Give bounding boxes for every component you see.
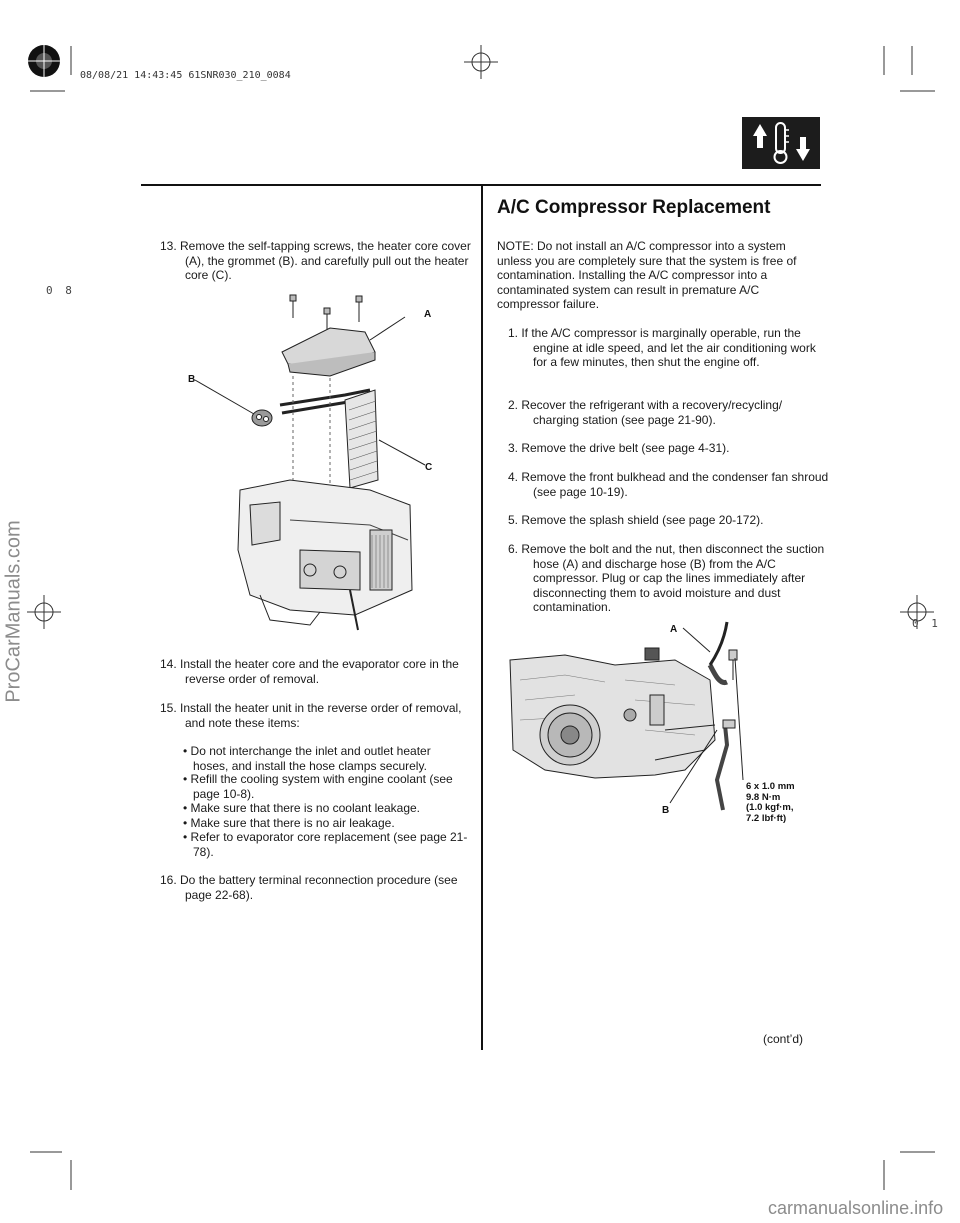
torque-kgfm: (1.0 kgf·m, xyxy=(746,802,794,813)
step-1: 1. If the A/C compressor is marginally operable, run the engine at idle speed, and let the air conditioning work for a few minutes, then shut the engine off. xyxy=(508,326,816,369)
torque-nm: 9.8 N·m xyxy=(746,791,781,803)
torque-spec xyxy=(746,782,795,824)
margin-code-right: 0 1 xyxy=(912,617,941,630)
bullet-item: • Do not interchange the inlet and outlet heater hoses, and install the hose clamps securely. xyxy=(183,744,431,773)
side-watermark: ProCarManuals.com xyxy=(2,520,25,703)
step-6: 6. Remove the bolt and the nut, then disconnect the suction hose (A) and discharge hose (B) from the A/C compressor. Plug or cap the lines immediately after disconnecting them to avoid moisture and dust contamination. xyxy=(508,542,825,614)
column-divider xyxy=(481,186,483,1050)
torque-bolt-size: 6 x 1.0 mm xyxy=(746,781,795,792)
print-stamp: 08/08/21 14:43:45 61SNR030_210_0084 xyxy=(80,70,291,81)
figure1-label-b: B xyxy=(188,374,196,385)
figure1-label-a: A xyxy=(424,309,432,320)
step-3: 3. Remove the drive belt (see page 4-31). xyxy=(508,441,730,455)
step-5: 5. Remove the splash shield (see page 20-172). xyxy=(508,513,764,527)
bottom-watermark: carmanualsonline.info xyxy=(768,1198,944,1218)
continued-label: (cont’d) xyxy=(763,1032,804,1046)
step-16: 16. Do the battery terminal reconnection procedure (see page 22-68). xyxy=(160,873,458,902)
figure2-label-a: A xyxy=(670,624,678,635)
step-4: 4. Remove the front bulkhead and the condenser fan shroud (see page 10-19). xyxy=(508,470,829,499)
margin-code-left: 0 8 xyxy=(46,284,75,297)
page-title: A/C Compressor Replacement xyxy=(497,197,771,218)
bullet-item: • Refer to evaporator core replacement (see page 21-78). xyxy=(183,830,468,859)
screw xyxy=(290,295,362,330)
step-14: 14. Install the heater core and the evaporator core in the reverse order of removal. xyxy=(160,657,459,686)
step-2: 2. Recover the refrigerant with a recovery/recycling/ charging station (see page 21-90). xyxy=(508,398,783,427)
step-15: 15. Install the heater unit in the reverse order of removal, and note these items: xyxy=(160,701,462,730)
torque-lbfft: 7.2 lbf·ft) xyxy=(746,812,787,824)
figure1-label-c: C xyxy=(425,462,433,473)
bullet-item: • Refill the cooling system with engine coolant (see page 10-8). xyxy=(183,772,453,801)
figure2-label-b: B xyxy=(662,805,670,816)
note-paragraph: NOTE: Do not install an A/C compressor into a system unless you are completely sure that the system is free of contamination. Installing the A/C compressor into a contaminated system can result in premature A/C compressor failure. xyxy=(497,239,797,311)
ac-thermometer-icon xyxy=(742,117,820,169)
bullet-item: • Make sure that there is no coolant leakage. xyxy=(183,801,421,815)
step-13: 13. Remove the self-tapping screws, the heater core cover (A), the grommet (B). and carefully pull out the heater core (C). xyxy=(160,239,471,282)
bullet-item: • Make sure that there is no air leakage. xyxy=(183,816,395,830)
